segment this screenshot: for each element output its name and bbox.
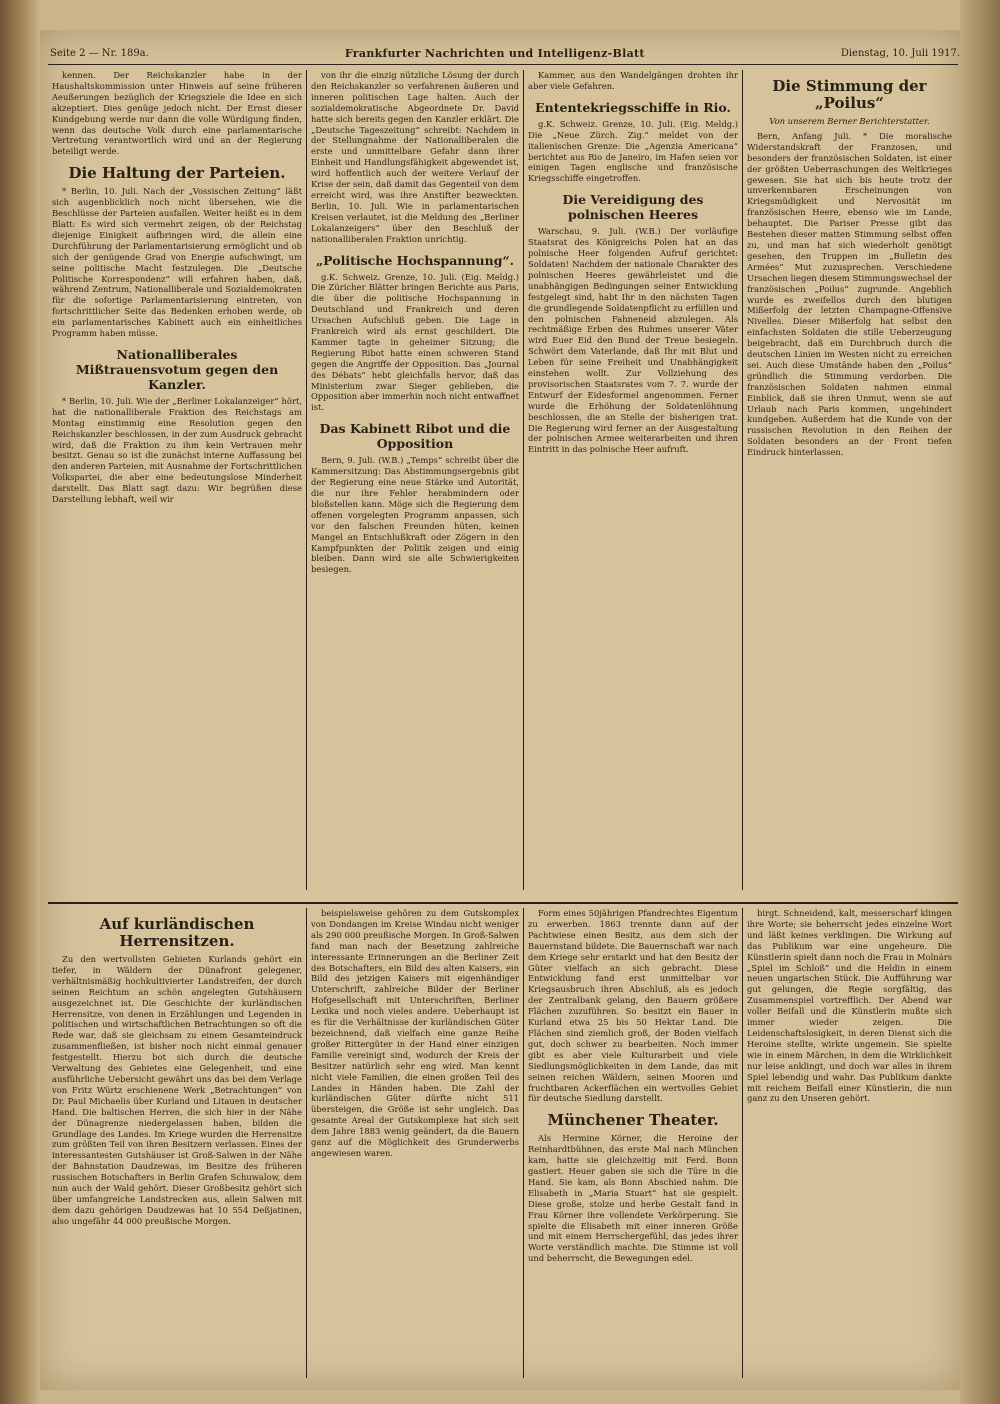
headline-rio: Ententekriegsschiffe in Rio.	[535, 99, 731, 115]
column-divider	[742, 908, 743, 1378]
article-hochspannung: g.K. Schweiz. Grenze, 10. Juli. (Eig. Meldg.) Die Züricher Blätter bringen Berichte aus Paris, die über die politische Hochspannung in Deutschland und Frankreich und deren Ursachen Aufschluß geben. Die Lage in Frankreich wird als ernst geschildert. Die Kammer tagte in geheimer Sitzung; die Regierung Ribot hatte einen schweren Stand gegen die Angriffe der Opposition. Das „Journal des Débats“ hebt gleichfalls hervor, daß das Ministerium zwar Sieger geblieben, die Opposition aber immerhin noch nicht entwaffnet ist.	[311, 271, 519, 413]
headline-ribot: Das Kabinett Ribot und die Opposition	[319, 421, 511, 452]
article-nationalliberal: * Berlin, 10. Juli. Wie der „Berliner Lokalanzeiger“ hört, hat die nationalliberale Fraktion des Reichstags am Montag einstimmig eine Resolution gegen den Reichskanzler beschlossen, in der zum Ausdruck gebracht wird, daß die Fraktion zu ihm kein Vertrauen mehr besitzt. Genau so ist die zunächst interne Auffassung bei den anderen Parteien, mit Ausnahme der Fortschrittlichen Volkspartei, die aber eine bedeutungslose Minderheit darstellt. Das Blatt sagt dazu: Wir begrüßen diese Darstellung lebhaft, weil wir	[52, 395, 302, 505]
column-8	[747, 908, 952, 1378]
column-7	[528, 908, 738, 1378]
header-page-number: Seite 2 — Nr. 189a.	[50, 47, 149, 59]
article-kurland: Zu den wertvollsten Gebieten Kurlands gehört ein tiefer, in Wäldern der Dünafront gelegener, verhältnismäßig hochkultivierter Landstreifen, der durch seinen Reichtum an schön angelegten Gutshäusern ausgezeichnet ist. Die Geschichte der kurländischen Herrensitze, von denen in Erzählungen und Legenden in politischen und wirtschaftlichen Betrachtungen so oft die Rede war, daß sie gleichsam zu einem Gesamteindruck zusammenfließen, ist bisher noch nicht einmal genauer festgestellt. Hierzu bot sich durch die deutsche Verwaltung des Gebietes eine Gelegenheit, und eine ausführliche Uebersicht gewährt uns das bei dem Verlage von Fritz Würtz erschienene Werk „Betrachtungen“ von Dr. Paul Michaelis über Kurland und Litauen in deutscher Hand. Die baltischen Herren, die sich hier in der Nähe der Dünagrenze niedergelassen haben, bilden die Grundlage des Landes. Im Kriege wurden die Herrensitze zum größten Teil von ihren Besitzern verlassen. Eines der interessantesten Gutshäuser ist Groß-Salwen in der Nähe der Bahnstation Daudzewas, im Besitze des früheren russischen Botschafters in Berlin Grafen Schuwalow, dem nun auch der Wald gehört. Dieser Großbesitz gehört sich über umfangreiche Landstrecken aus, allein Salwen mit dem dazu gehörigen Daudzewas hat 10 554 Deßjatinen, also ungefähr 44 000 preußische Morgen.	[52, 954, 302, 1226]
column-2	[311, 70, 519, 890]
header-date: Dienstag, 10. Juli 1917.	[840, 47, 960, 59]
article-vereidigung: Warschau, 9. Juli. (W.B.) Der vorläufige Staatsrat des Königreichs Polen hat an das polnische Heer folgenden Aufruf gerichtet: Soldaten! Nachdem der nationale Charakter des polnischen Heeres gewährleistet und die unabhängigen Bedingungen seiner Entwicklung festgelegt sind, habt Ihr in den nächsten Tagen die grundlegende Soldatenpflicht zu erfüllen und den polnischen Fahneneid abzulegen. Als rechtmäßige Erben des Ruhmes unserer Väter wird Euer Eid den Bund der Treue besiegeln. Schwört dem Vaterlande, daß Ihr mit Blut und Leben für seine Freiheit und Unabhängigkeit einstehen wollt. Zur Vollziehung des provisorischen Staatsrates vom 7. 7. wurde der Entwurf der Eidesformel angenommen. Ferner wurde die Erhöhung der Soldatenlöhnung beschlossen, die an Stelle der bisherigen trat. Die Regierung wird ferner an der Ausgestaltung der polnischen Armee weiterarbeiten und ihren Eintritt in das polnische Heer aufruft.	[528, 226, 738, 455]
col1-intro: kennen. Der Reichskanzler habe in der Haushaltskommission unter Hinweis auf seine früheren Aeußerungen bezüglich der Kriegsziele die Idee en sich akzeptiert. Dies genüge jedoch nicht. Der Ernst dieser Kundgebung werde nur dann die volle Würdigung finden, wenn das deutsche Volk durch eine parlamentarische Vertretung verantwortlich wird und an der Regierung beteiligt werde.	[52, 70, 302, 157]
book-binding	[0, 0, 40, 1404]
column-6	[311, 908, 519, 1378]
page-edge	[960, 0, 1000, 1404]
article-kurland-end: Form eines 50jährigen Pfandrechtes Eigentum zu erwerben. 1863 trennte dann auf der Pachtwiese einen Besitz, aus dem sich der Bauernstand bildete. Die Bauernschaft war nach dem Kriege sehr erstarkt und hat den Besitz der Güter vielfach an sich gebracht. Diese Entwicklung fand erst unmittelbar vor Kriegsausbruch ihren Abschluß, als es jedoch der Zentralbank gelang, den Bauern größere Flächen zuzuführen. So besitzt ein Bauer in Kurland etwa 25 bis 50 Hektar Land. Die Flächen sind ziemlich groß, der Boden vielfach gut, doch schwer zu bearbeiten. Noch immer gibt es aber viele Kulturarbeit und viele Siedlungsmöglichkeiten in dem Lande, das mit seinen reichen Wäldern, seinen Mooren und fruchtbaren Ackerflächen ein wertvolles Gebiet für deutsche Siedlung darstellt.	[528, 908, 738, 1104]
byline-poilus: Von unserem Berner Berichterstatter.	[769, 116, 930, 126]
column-3	[528, 70, 738, 890]
page-header	[50, 44, 960, 62]
headline-haltung: Die Haltung der Parteien.	[68, 164, 286, 183]
article-kurland-continued: beispielsweise gehören zu dem Gutskomplex von Dondangen im Kreise Windau nicht weniger als 290 000 preußische Morgen. In Groß-Salwen fand man nach der Besetzung zahlreiche interessante Erinnerungen an die Berliner Zeit des Botschafters, ein Bild des alten Kaisers, ein Bild des jetzigen Kaisers mit eigenhändiger Unterschrift, zahlreiche Bilder der Berliner Hofgesellschaft mit Unterschriften, Berliner Lexika und noch vieles andere. Ueberhaupt ist es für die Verhältnisse der kurländischen Güter bezeichnend, daß vielfach eine ganze Reihe großer Rittergüter in der Hand einer einzigen Familie vereinigt sind, wodurch der Kreis der Besitzer natürlich sehr eng wird. Man kennt nicht viele Familien, die einen großen Teil des Landes in Händen haben. Die Zahl der kurländischen Güter dürfte nicht 511 übersteigen, die Größe ist sehr ungleich. Das gesamte Areal der Gutskomplexe hat sich seit dem Jahre 1883 wenig geändert, da die Bauern ganz auf die Möglichkeit des Grunderwerbs angewiesen waren.	[311, 908, 519, 1158]
headline-nationalliberal: Nationalliberales Mißtrauensvotum gegen den Kanzler.	[75, 346, 279, 392]
article-haltung: * Berlin, 10. Juli. Nach der „Vossischen Zeitung“ läßt sich augenblicklich noch nicht übersehen, wie die Beschlüsse der Parteien ausfallen. Weiter heißt es in dem Blatt: Es wird sich vermehrt zeigen, ob der Reichstag diejenige Einigkeit aufbringen wird, die allein eine Durchführung der Parlamentarisierung ermöglicht und ob sich der genügende Grad von Energie aufschwingt, um seine politische Macht festzulegen. Die „Deutsche Politische Korrespondenz“ will erfahren haben, daß, während Zentrum, Nationalliberale und Sozialdemokraten für die sofortige Parlamentarisierung eintreten, von fortschrittlicher Seite das Bedenken erhoben werde, ob ein parlamentarisches Kabinett auch ein einheitliches Programm haben müsse.	[52, 186, 302, 339]
headline-kurland: Auf kurländischen Herrensitzen.	[99, 915, 255, 950]
column-4	[747, 70, 952, 890]
article-poilus: Bern, Anfang Juli. * Die moralische Widerstandskraft der Franzosen, und besonders der französischen Soldaten, ist einer der größten Ueberraschungen des Weltkrieges gewesen. Sie hat sich bis heute trotz der unverkennbaren Erscheinungen von Kriegsmüdigkeit und Nervosität im französischen Heere, ebenso wie im Lande, behauptet. Die Pariser Presse gibt das Bestehen dieser matten Stimmung selbst offen zu, und man hat sich wiederholt genötigt gesehen, den Truppen im „Bulletin des Armées“ Mut zuzusprechen. Verschiedene Ursachen liegen diesem Stimmungswechsel der französischen „Poilus“ zugrunde. Angeblich wurde es zweifellos durch den blutigen Mißerfolg der letzten Champagne-Offensive Nivelles. Dieser Mißerfolg hat selbst den einfachsten Soldaten die stille Ueberzeugung beigebracht, daß ein Durchbruch durch die deutschen Linien im Westen nicht zu erreichen sei. Auch diese Umstände haben den „Poilus“ gründlich die Stimmung verdorben. Die französischen Soldaten nahmen einmal Einblick, daß sie ihren Unmut, wenn sie auf Urlaub nach Paris kommen, ungehindert kundgeben. Außerdem hat die Kunde von der russischen Revolution in den Reihen der Soldaten besonders an der Front tiefen Eindruck hinterlassen.	[747, 130, 952, 458]
headline-hochspannung: „Politische Hochspannung“.	[315, 252, 514, 268]
article-theater-continued: birgt. Schneidend, kalt, messerscharf klingen ihre Worte; sie beherrscht jedes einzelne Wort und läßt keines verklingen. Die Wirkung auf das Publikum war eine ungeheure. Die Künstlerin spielt dann noch die Frau in Molnárs „Spiel im Schloß“ und die Heldin in einem neuen ungarischen Stück. Die Aufführung war gut gelungen, die Regie sorgfältig, das Zusammenspiel vortrefflich. Der Abend war voller Beifall und die Künstlerin mußte sich immer wieder zeigen. Die Leidenschaftslosigkeit, in deren Dienst sich die Heroine stellte, wirkte ungemein. Sie spielte wie in einem Märchen, in dem die Wirklichkeit nur leise anklingt, und doch war alles in ihrem Spiel lebendig und wahr. Das Publikum dankte mit reichem Beifall einer Künstlerin, die nun ganz zu den Unseren gehört.	[747, 908, 952, 1104]
column-1	[52, 70, 302, 890]
column-divider	[523, 70, 524, 890]
article-ribot: Bern, 9. Juli. (W.B.) „Temps“ schreibt über die Kammersitzung: Das Abstimmungsergebnis gibt der Regierung eine neue Stärke und Autorität, die nur ihre Fehler herabmindern oder bloßstellen kann. Möge sich die Regierung dem offenen vorgelegten Programm anpassen, sich vor den falschen Freunden hüten, keinen Mangel an Entschlußkraft oder Zögern in den Kampfpunkten der Politik zeigen und einig bleiben. Dann wird sie alle Schwierigkeiten besiegen.	[311, 455, 519, 575]
col3-intro: Kammer, aus den Wandelgängen drohten ihr aber viele Gefahren.	[528, 70, 738, 91]
feuilleton-rule	[48, 902, 958, 904]
column-divider	[306, 70, 307, 890]
column-5	[52, 908, 302, 1378]
article-theater: Als Hermine Körner, die Heroine der Reinhardtbühnen, das erste Mal nach München kam, hatte sie gleichzeitig mit Ferd. Bonn gastiert. Heuer gaben sie sich die Türe in die Hand. Sie kam, als Bonn Abschied nahm. Die Elisabeth in „Maria Stuart“ hat sie gespielt. Diese große, stolze und herbe Gestalt fand in Frau Körner ihre vollendete Verkörperung. Sie spielte die Elisabeth mit einer inneren Größe und mit einem Herrschergefühl, das jedes ihrer Worte verständlich machte. Die Stimme ist voll und beherrscht, die Bewegungen edel.	[528, 1133, 738, 1264]
column-divider	[742, 70, 743, 890]
headline-vereidigung: Die Vereidigung des polnischen Heeres	[562, 192, 704, 223]
column-divider	[306, 908, 307, 1378]
article-rio: g.K. Schweiz. Grenze, 10. Juli. (Eig. Meldg.) Die „Neue Zürch. Zig.“ meldet von der italienischen Grenze: Die „Agenzia Americana“ berichtet aus Rio de Janeiro, im Hafen seien vor einigen Tagen englische und französische Kriegsschiffe eingetroffen.	[528, 118, 738, 184]
header-masthead: Frankfurter Nachrichten und Intelligenz-Blatt	[344, 46, 645, 60]
headline-theater: Münchener Theater.	[547, 1111, 719, 1130]
header-rule	[48, 64, 958, 65]
column-divider	[523, 908, 524, 1378]
col2-intro: von ihr die einzig nützliche Lösung der durch den Reichskanzler so verfahrenen äußeren und inneren politischen Lage halten. Auch der sozialdemokratische Abgeordnete Dr. David hatte sich bereits gegen den Kanzler erklärt. Die „Deutsche Tageszeitung“ schreibt: Nachdem in der Stellungnahme der Nationalliberalen die erste und unmittelbare Gefahr dann ihrer Einheit und Handlungsfähigkeit abgewendet ist, wird hoffentlich auch der weitere Verlauf der Krise der sein, daß damit das Gegenteil von dem erreicht wird, was ihre Anstifter bezweckten. Berlin, 10. Juli. Wie in parlamentarischen Kreisen verlautet, ist die Meldung des „Berliner Lokalanzeigers“ über den Beschluß der nationalliberalen Fraktion unrichtig.	[311, 70, 519, 244]
headline-poilus: Die Stimmung der „Poilus“	[772, 77, 927, 112]
